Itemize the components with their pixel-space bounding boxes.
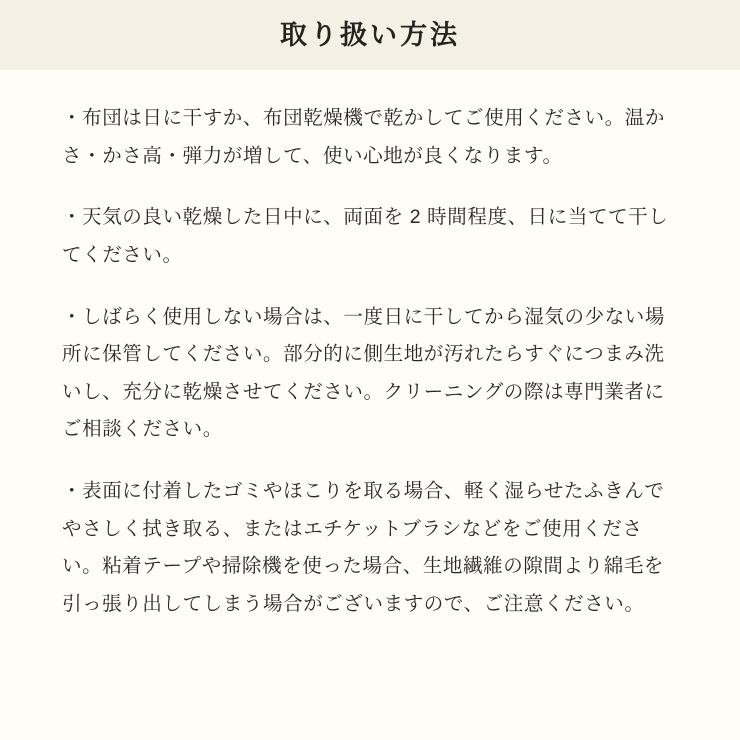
page-header bbox=[0, 0, 740, 70]
instruction-paragraph: ・しばらく使用しない場合は、一度日に干してから湿気の少ない場所に保管してください。部分的に側生地が汚れたらすぐにつまみ洗いし、充分に乾燥させてください。クリーニングの際は専門業者にご相談ください。 bbox=[62, 305, 666, 441]
page-title: 取り扱い方法 bbox=[280, 19, 460, 50]
instructions-body bbox=[0, 70, 740, 740]
instruction-paragraph: ・表面に付着したゴミやほこりを取る場合、軽く湿らせたふきんでやさしく拭き取る、またはエチケットブラシなどをご使用ください。粘着テープや掃除機を使った場合、生地繊維の隙間より綿毛を引っ張り出してしまう場合がございますので、ご注意ください。 bbox=[62, 480, 665, 615]
instruction-paragraph: ・布団は日に干すか、布団乾燥機で乾かしてご使用ください。温かさ・かさ高・弾力が増して、使い心地が良くなります。 bbox=[62, 107, 666, 167]
instruction-paragraph: ・天気の良い乾燥した日中に、両面を 2 時間程度、日に当てて干してください。 bbox=[62, 206, 669, 266]
